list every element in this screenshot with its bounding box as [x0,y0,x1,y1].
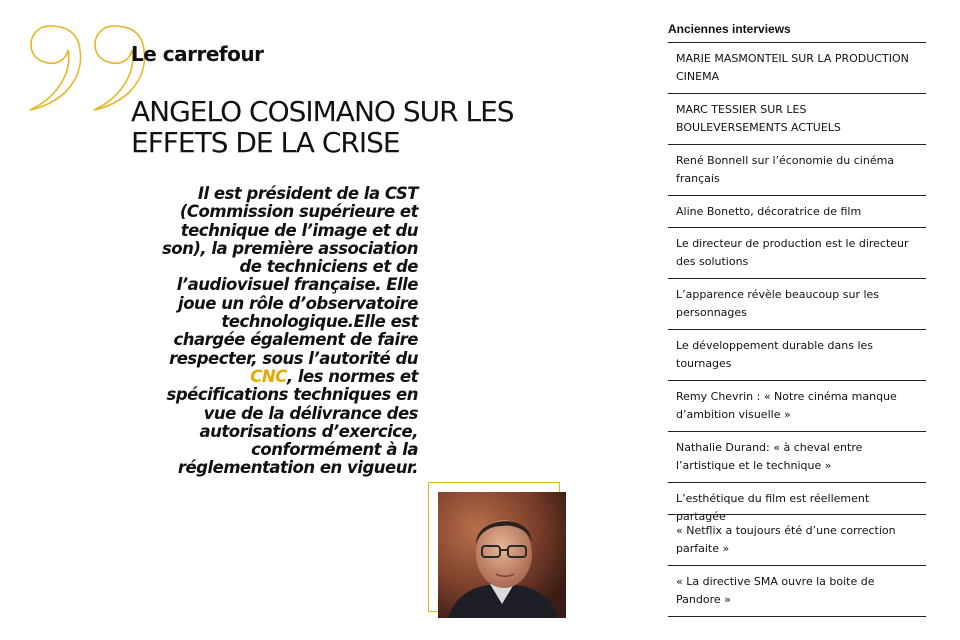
lead-text: Il est président de la CST (Commission supérieure et technique de l’image et du son), la première association de techniciens et de l’audiovisuel française. Elle joue un rôle d’observatoire technologique.Elle est chargée également de faire respecter, sous l’autorité du [161,184,418,368]
article-lead [150,185,418,478]
sidebar-item[interactable]: « Netflix a toujours été d’une correction parfaite » [668,515,926,566]
sidebar-item[interactable]: Nathalie Durand: « à cheval entre l’artistique et le technique » [668,432,926,483]
sidebar-item[interactable]: L’apparence révèle beaucoup sur les personnages [668,279,926,330]
sidebar-item[interactable]: René Bonnell sur l’économie du cinéma français [668,145,926,196]
sidebar-old-interviews [668,20,926,617]
sidebar-item[interactable]: Le développement durable dans les tournages [668,330,926,381]
cnc-link[interactable]: CNC [250,366,287,386]
lead-text: , les normes et spécifications techniques en vue de la délivrance des autorisations d’exercice, conformément à la réglementation en vigueur. [166,366,418,478]
sidebar-item[interactable]: Aline Bonetto, décoratrice de film [668,196,926,228]
sidebar-item[interactable]: Remy Chevrin : « Notre cinéma manque d’ambition visuelle » [668,381,926,432]
sidebar-item[interactable]: MARIE MASMONTEIL SUR LA PRODUCTION CINEMA [668,43,926,94]
sidebar-item[interactable]: Le directeur de production est le directeur des solutions [668,228,926,279]
section-kicker: Le carrefour [131,42,264,66]
headline-line: ANGELO COSIMANO SUR LES [131,95,514,128]
headline-line: EFFETS DE LA CRISE [131,126,400,159]
article-headline [131,96,571,158]
portrait-photo [438,492,566,618]
sidebar-item[interactable]: MARC TESSIER SUR LES BOULEVERSEMENTS ACTUELS [668,94,926,145]
sidebar-item[interactable]: « La directive SMA ouvre la boite de Pandore » [668,566,926,617]
sidebar-title: Anciennes interviews [668,20,926,43]
sidebar-item[interactable]: L’esthétique du film est réellement partagée [668,483,926,515]
sidebar-list [668,43,926,617]
